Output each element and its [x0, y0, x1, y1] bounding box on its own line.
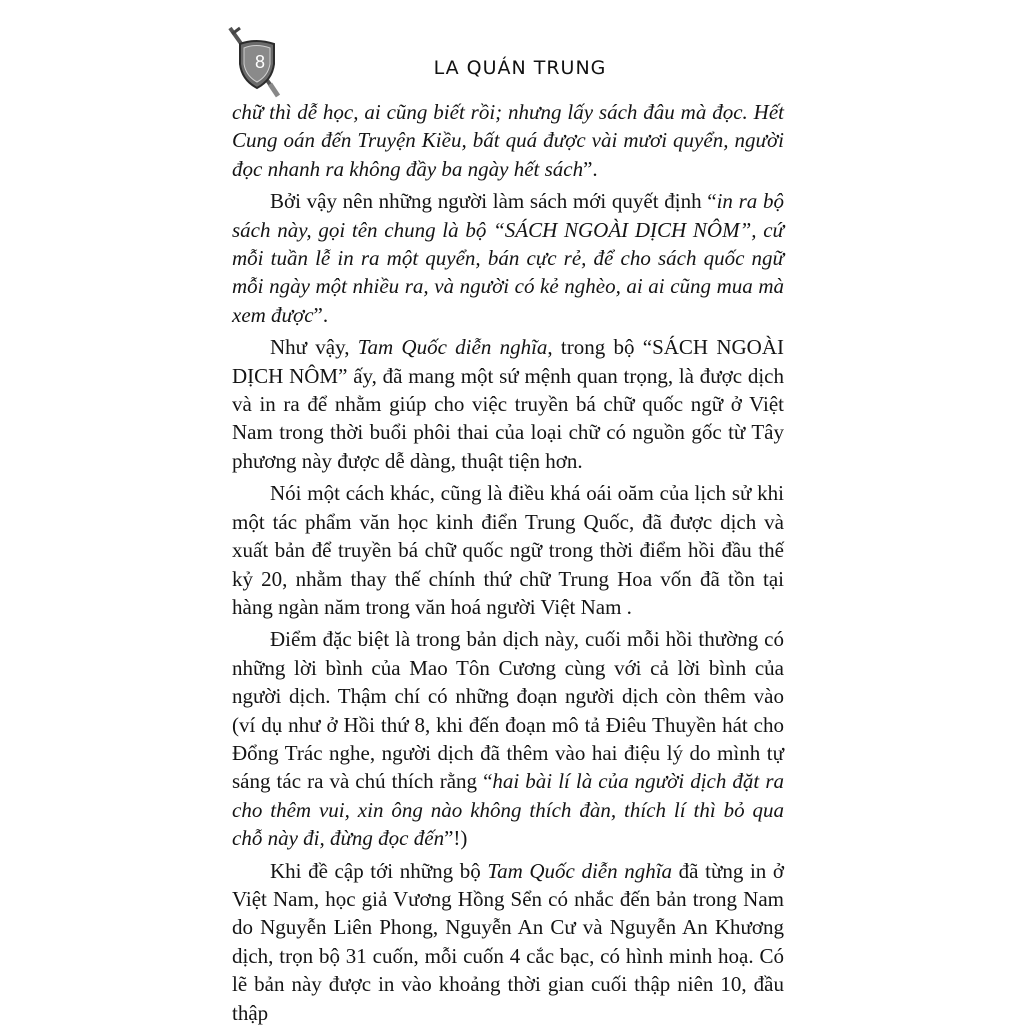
italic-text-run: chữ thì dễ học, ai cũng biết rồi; nhưng lấy sách đâu mà đọc. Hết Cung oán đến Truyện Kiều, bất quá được vài mươi quyển, người đọc nhanh ra không đầy ba ngày hết sách — [232, 100, 784, 181]
italic-text-run: in ra bộ sách này, gọi tên chung là bộ “SÁCH NGOÀI DỊCH NÔM”, cứ mỗi tuần lễ in ra một quyển, bán cực rẻ, để cho sách quốc ngữ mỗi ngày một nhiều ra, và người có kẻ nghèo, ai ai cũng mua mà xem được — [232, 189, 784, 327]
paragraph — [232, 187, 784, 329]
body-text — [232, 98, 784, 1031]
text-run: Khi đề cập tới những bộ — [270, 858, 488, 883]
text-run: Điểm đặc biệt là trong bản dịch này, cuối mỗi hồi thường có những lời bình của Mao Tôn Cương cùng với cả lời bình của người dịch. Thậm chí có những đoạn người dịch còn thêm vào (ví dụ như ở Hồi thứ 8, khi đến đoạn mô tả Điêu Thuyền hát cho Đổng Trác nghe, người dịch đã thêm vào hai điệu lý do mình tự sáng tác ra và chú thích rằng “ — [232, 627, 784, 794]
page-number: 8 — [254, 52, 265, 72]
text-run: ”. — [313, 302, 329, 327]
text-run: ”!) — [444, 826, 468, 851]
italic-text-run: hai bài lí là của người dịch đặt ra cho thêm vui, xin ông nào không thích đàn, thích lí thì bỏ qua chỗ này đi, đừng đọc đến — [232, 769, 784, 851]
paragraph — [232, 98, 784, 183]
text-run: Như vậy, — [270, 335, 358, 360]
text-run: Bởi vậy nên những người làm sách mới quyết định “ — [270, 189, 717, 214]
text-run: đã từng in ở Việt Nam, học giả Vương Hồng Sển có nhắc đến bản trong Nam do Nguyễn Liên Phong, Nguyễn An Cư và Nguyễn An Khương dịch, trọn bộ 31 cuốn, mỗi cuốn 4 cắc bạc, có hình minh hoạ. Có lẽ bản này được in vào khoảng thời gian cuối thập niên 10, đầu thập — [232, 858, 784, 1025]
italic-text-run: Tam Quốc diễn nghĩa — [357, 335, 548, 360]
running-head: LA QUÁN TRUNG — [433, 57, 607, 79]
paragraph — [232, 857, 784, 1027]
paragraph — [232, 333, 784, 475]
text-run: ”. — [583, 156, 598, 181]
paragraph — [232, 625, 784, 852]
text-run: , trong bộ “SÁCH NGOÀI DỊCH NÔM” ấy, đã mang một sứ mệnh quan trọng, là được dịch và in ra để nhằm giúp cho việc truyền bá chữ quốc ngữ ở Việt Nam trong thời buổi phôi thai của loại chữ có nguồn gốc từ Tây phương này được dễ dàng, thuật tiện hơn. — [232, 335, 784, 473]
italic-text-run: Tam Quốc diễn nghĩa — [487, 858, 673, 883]
text-run: Nói một cách khác, cũng là điều khá oái oăm của lịch sử khi một tác phẩm văn học kinh điển Trung Quốc, đã được dịch và xuất bản để truyền bá chữ quốc ngữ trong thời điểm hồi đầu thế kỷ 20, nhằm thay thế chính thứ chữ Trung Hoa vốn đã tồn tại hàng ngàn năm trong văn hoá người Việt Nam . — [232, 481, 784, 619]
paragraph — [232, 479, 784, 621]
